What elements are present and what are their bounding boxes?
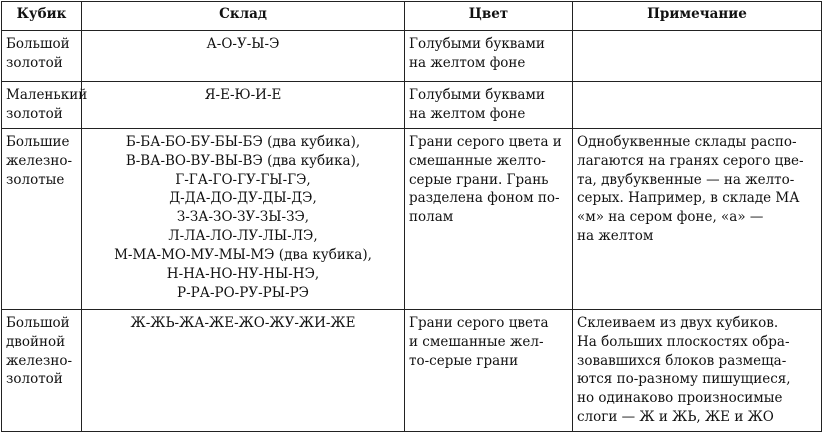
syllable-line: З-ЗА-ЗО-ЗУ-ЗЫ-ЗЭ,	[176, 209, 310, 226]
syllable-line: М-МА-МО-МУ-МЫ-МЭ (два кубика),	[114, 247, 372, 264]
syllable-line: А-О-У-Ы-Э	[206, 36, 280, 52]
syllable-line: Г-ГА-ГО-ГУ-ГЫ-ГЭ,	[175, 171, 311, 188]
color-cell: Голубыми буквами на желтом фоне	[405, 82, 573, 129]
syllable-cell	[82, 128, 405, 309]
header-syllable: Склад	[82, 2, 405, 31]
syllable-line: Л-ЛА-ЛО-ЛУ-ЛЫ-ЛЭ,	[168, 228, 318, 245]
syllable-line: В-ВА-ВО-ВУ-ВЫ-ВЭ (два кубика),	[125, 152, 361, 169]
syllable-cell	[82, 31, 405, 82]
color-cell: Грани серого цвета и смешанные желто- серые грани. Грань разделена фоном по- полам	[405, 128, 573, 309]
syllable-line: Ж-ЖЬ-ЖА-ЖЕ-ЖО-ЖУ-ЖИ-ЖЕ	[130, 314, 356, 331]
cube-cell: Большие железно- золотые	[2, 128, 82, 309]
table-row	[2, 309, 822, 431]
syllable-line: Б-БА-БО-БУ-БЫ-БЭ (два кубика),	[125, 133, 361, 150]
cube-cell: Большой двойной железно- золотой	[2, 309, 82, 431]
header-cube: Кубик	[2, 2, 82, 31]
table-header	[2, 2, 822, 31]
table-body	[2, 31, 822, 432]
cube-cell: Маленький золотой	[2, 82, 82, 129]
table-row	[2, 31, 822, 82]
note-cell: Склеиваем из двух кубиков. На больших плоскостях обра- зовавшихся блоков размеща- ются по-разному пишущиеся, но одинаково произносимые слоги — Ж и ЖЬ, ЖЕ и ЖО	[573, 309, 822, 431]
note-cell	[573, 31, 822, 82]
header-row	[2, 2, 822, 31]
cube-table	[1, 1, 822, 432]
syllable-cell	[82, 309, 405, 431]
note-cell: Однобуквенные склады распо- лагаются на гранях серого цве- та, двубуквенные — на желто- серых. Например, в складе МА «м» на сером фоне, «а» — на желтом	[573, 128, 822, 309]
cube-cell: Большой золотой	[2, 31, 82, 82]
syllable-line: Д-ДА-ДО-ДУ-ДЫ-ДЭ,	[169, 190, 317, 207]
syllable-line: Р-РА-РО-РУ-РЫ-РЭ	[177, 284, 309, 301]
table-row	[2, 128, 822, 309]
color-cell: Грани серого цвета и смешанные жел- то-серые грани	[405, 309, 573, 431]
color-cell: Голубыми буквами на желтом фоне	[405, 31, 573, 82]
header-note: Примечание	[573, 2, 822, 31]
syllable-line: Я-Е-Ю-И-Е	[204, 87, 282, 103]
syllable-cell	[82, 82, 405, 129]
header-color: Цвет	[405, 2, 573, 31]
syllable-line: Н-НА-НО-НУ-НЫ-НЭ,	[166, 266, 320, 283]
table-row	[2, 82, 822, 129]
note-cell	[573, 82, 822, 129]
